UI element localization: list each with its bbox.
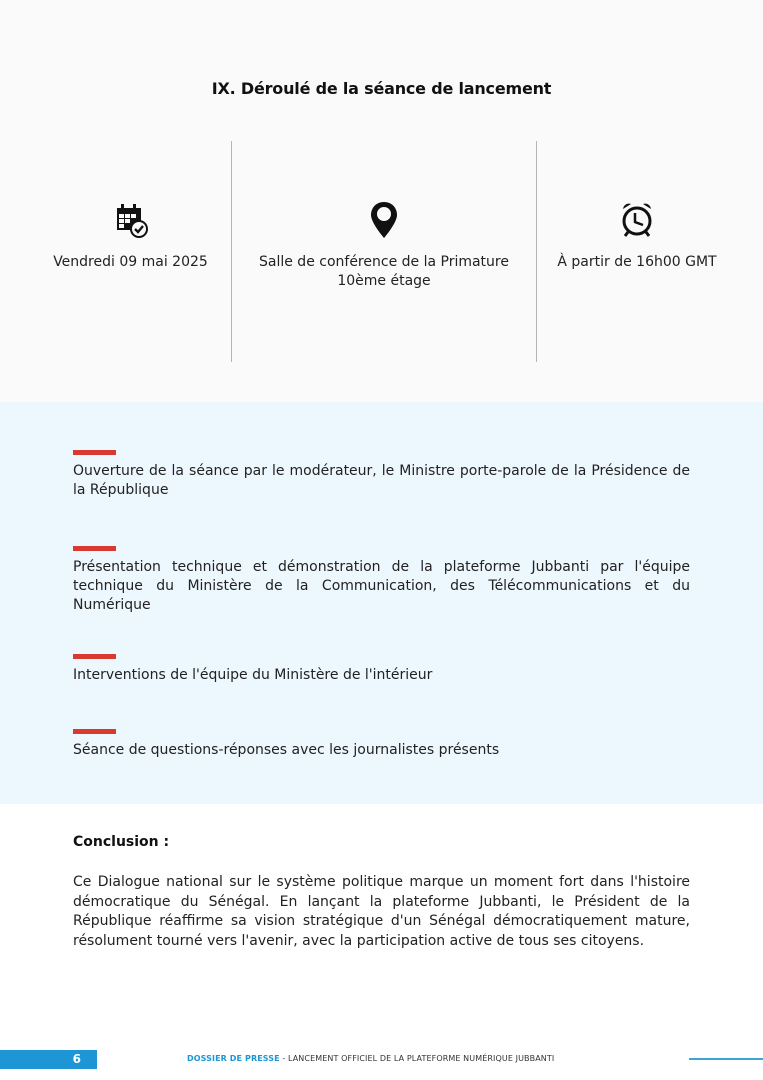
- page-number: 6: [0, 1050, 97, 1069]
- footer-brand: DOSSIER DE PRESSE: [187, 1054, 280, 1063]
- event-place-line2: 10ème étage: [337, 273, 431, 289]
- section-title: IX. Déroulé de la séance de lancement: [211, 79, 552, 98]
- map-pin-icon: [364, 200, 404, 240]
- info-date: [30, 140, 231, 362]
- red-bar-marker: [73, 546, 116, 551]
- info-place: [232, 140, 536, 362]
- red-bar-marker: [73, 654, 116, 659]
- conclusion-title: Conclusion :: [73, 834, 170, 850]
- footer-caption: [187, 1054, 554, 1063]
- calendar-check-icon: [111, 200, 151, 240]
- agenda-section: [0, 402, 763, 804]
- event-time: À partir de 16h00 GMT: [557, 254, 717, 270]
- agenda-item: [73, 729, 690, 760]
- red-bar-marker: [73, 729, 116, 734]
- agenda-item-text: Ouverture de la séance par le modérateur, le Ministre porte-parole de la Présidence de la République: [73, 463, 690, 498]
- event-place-line1: Salle de conférence de la Primature: [259, 254, 509, 270]
- agenda-item: [73, 654, 690, 685]
- footer-rule: [689, 1058, 763, 1060]
- agenda-item: [73, 546, 690, 615]
- alarm-clock-icon: [617, 200, 657, 240]
- info-time: [537, 140, 737, 362]
- footer-separator: -: [279, 1054, 288, 1063]
- event-place: [232, 253, 536, 291]
- agenda-item-text: Interventions de l'équipe du Ministère de l'intérieur: [73, 667, 433, 683]
- agenda-item-text: Présentation technique et démonstration de la plateforme Jubbanti par l'équipe technique du Ministère de la Communication, des Télécommunications et du Numérique: [73, 559, 690, 613]
- agenda-item-text: Séance de questions-réponses avec les journalistes présents: [73, 742, 500, 758]
- conclusion-body: Ce Dialogue national sur le système politique marque un moment fort dans l'histoire démocratique du Sénégal. En lançant la plateforme Jubbanti, le Président de la République réaffirme sa vision stratégique d'un Sénégal démocratiquement mature, résolument tourné vers l'avenir, avec la participation active de tous ses citoyens.: [73, 874, 690, 949]
- agenda-item: [73, 450, 690, 500]
- red-bar-marker: [73, 450, 116, 455]
- footer-subtitle: LANCEMENT OFFICIEL DE LA PLATEFORME NUMÉRIQUE JUBBANTI: [287, 1054, 555, 1063]
- event-date: Vendredi 09 mai 2025: [53, 254, 208, 270]
- launch-info-section: [0, 0, 763, 402]
